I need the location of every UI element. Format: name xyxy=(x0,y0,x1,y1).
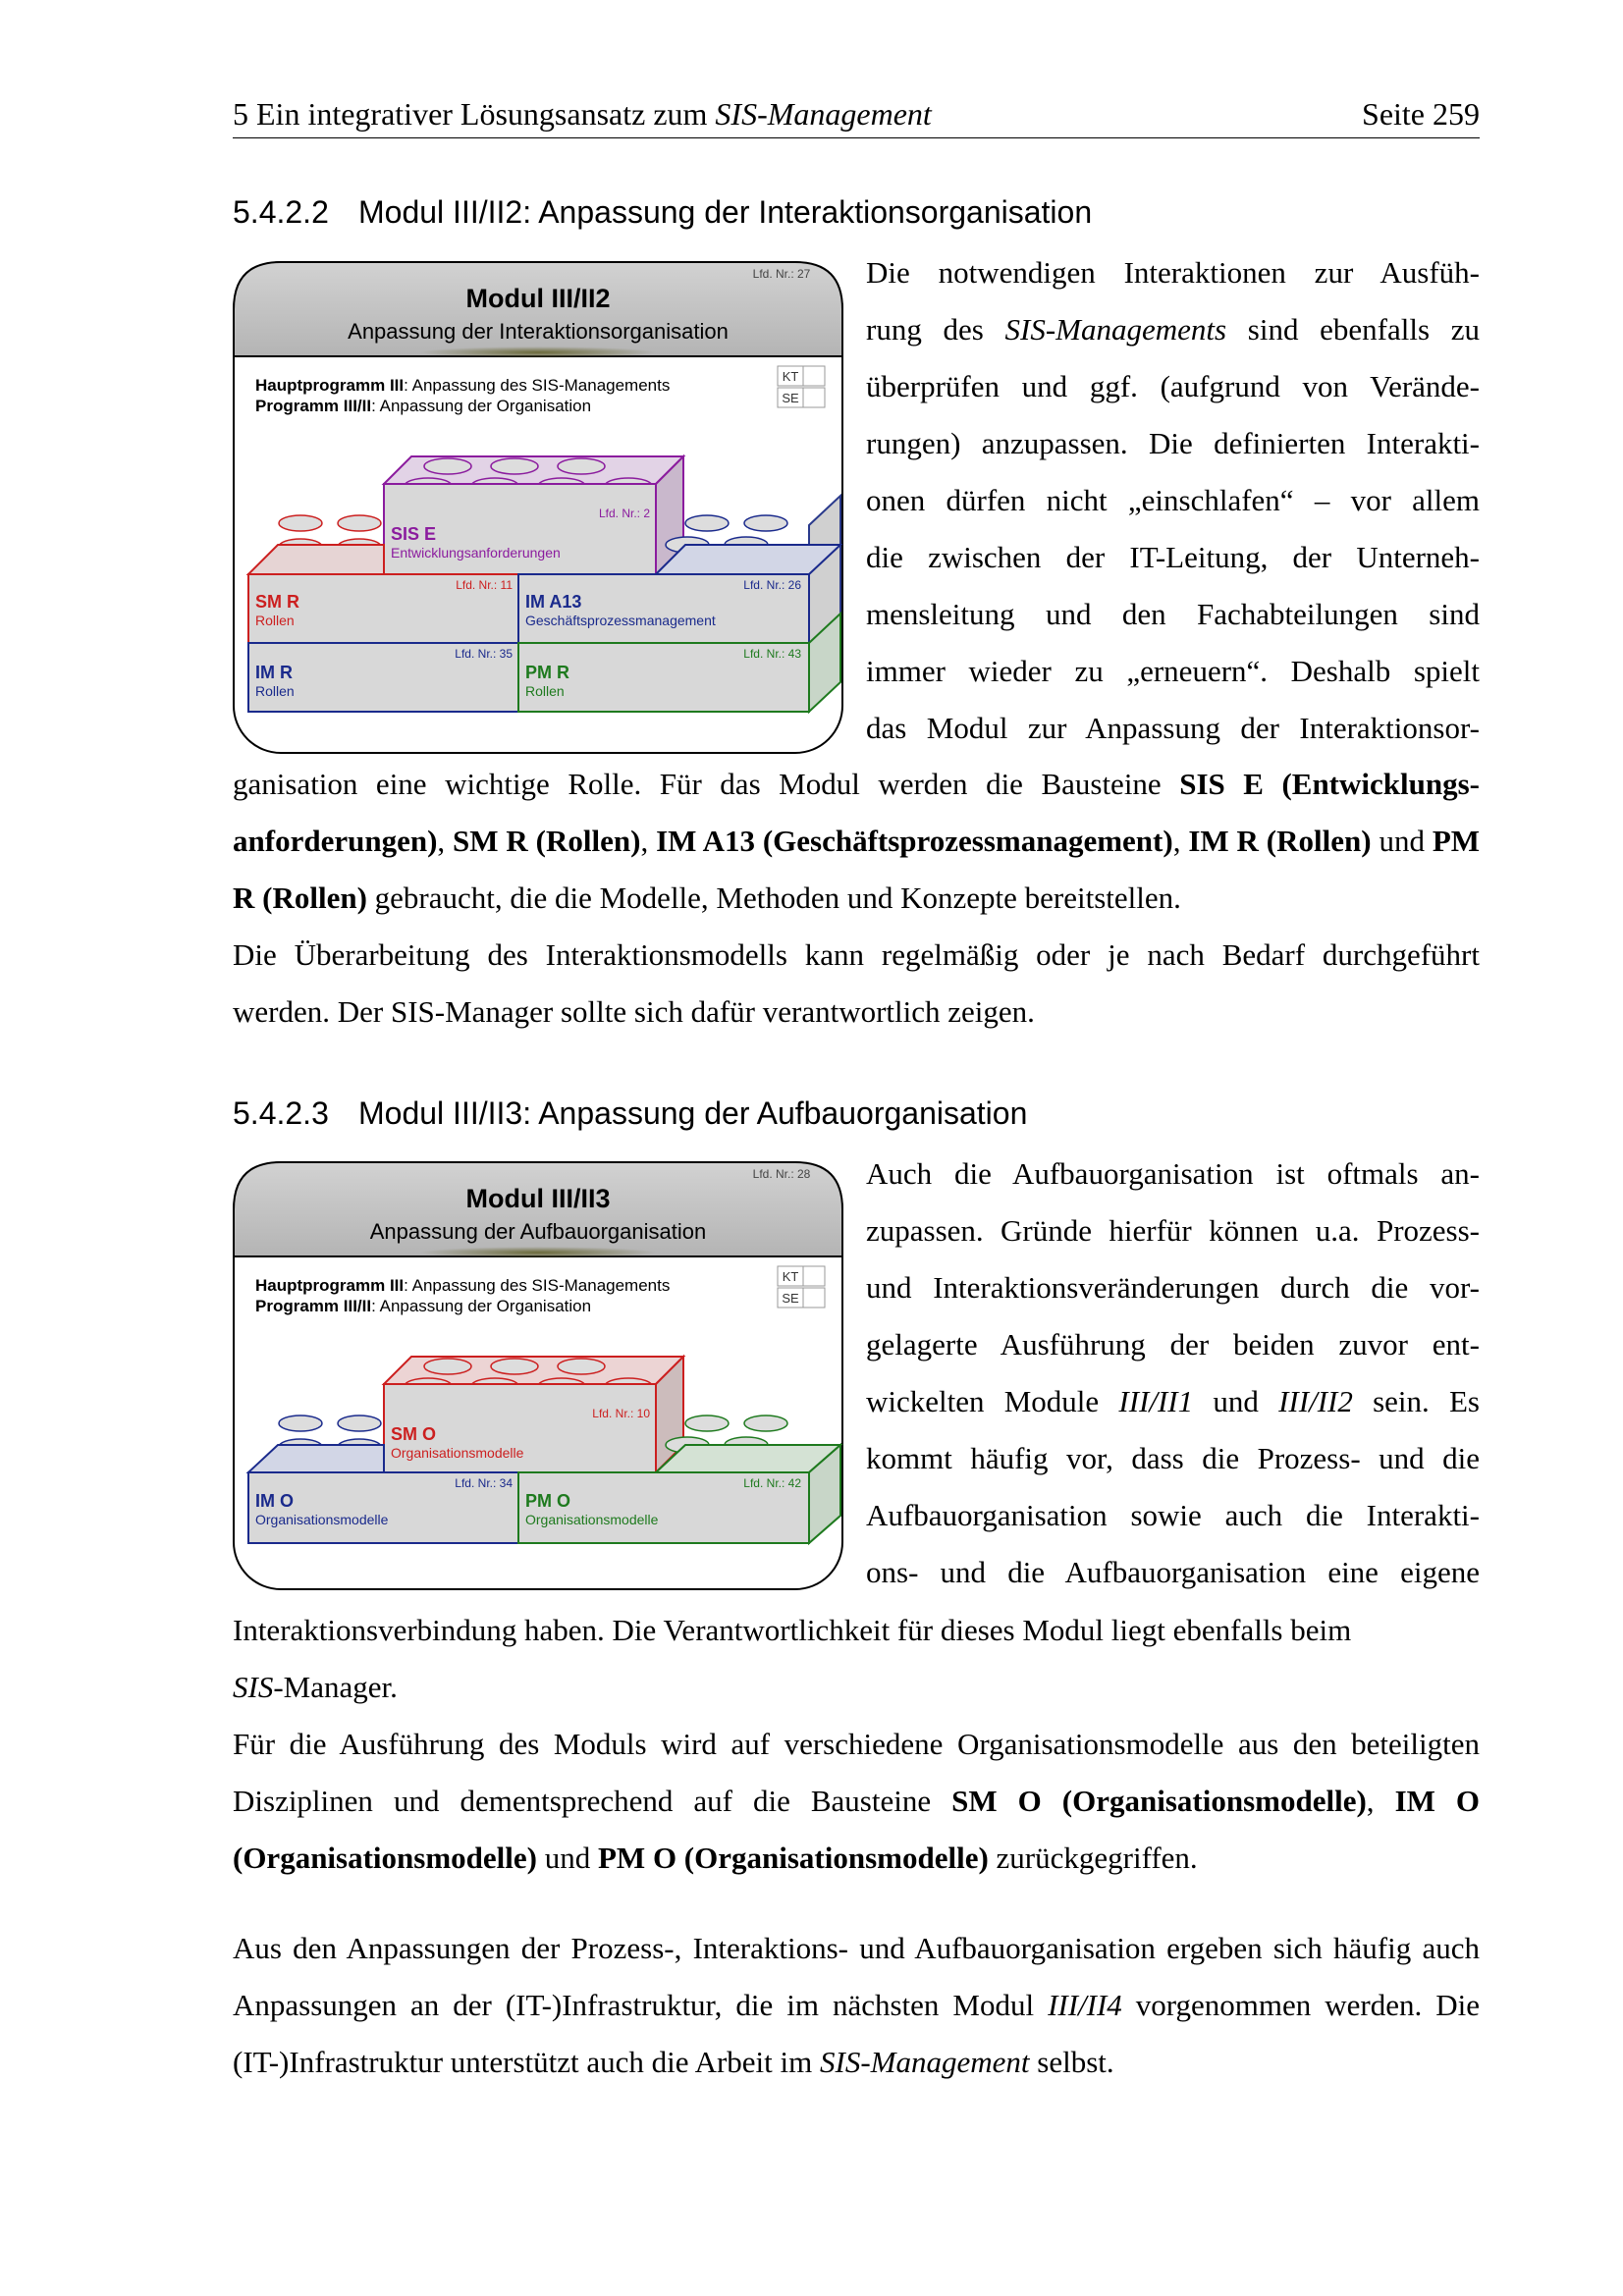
section1-paragraph-1: ganisation eine wichtige Rolle. Für das Modul werden die Bausteine SIS E (Entwicklungs-anforderungen), SM R (Rollen), IM A13 (Geschäftsprozessmanagement), IM R (Rollen) und PM R (Rollen) gebraucht, die die Modelle, Methoden und Konzepte bereitstellen. xyxy=(233,767,1481,915)
block-im-o xyxy=(248,1472,518,1543)
text-line: gelagerte Ausführung der beiden zuvor ent- xyxy=(866,1327,1480,1362)
svg-text:IM R: IM R xyxy=(255,663,293,682)
svg-text:SIS E: SIS E xyxy=(391,524,437,544)
section-heading-1: 5.4.2.2 Modul III/II2: Anpassung der Interaktionsorganisation xyxy=(233,194,1093,230)
svg-text:Geschäftsprozessmanagement: Geschäftsprozessmanagement xyxy=(525,613,716,628)
svg-text:SE: SE xyxy=(782,1291,799,1306)
svg-text:PM R: PM R xyxy=(525,663,569,682)
module-lfd-number: Lfd. Nr.: 27 xyxy=(752,267,811,281)
svg-text:PM O: PM O xyxy=(525,1491,571,1511)
svg-text:Lfd. Nr.: 11: Lfd. Nr.: 11 xyxy=(456,578,513,592)
text-line: ons- und die Aufbauorganisation eine eigene xyxy=(866,1555,1480,1589)
tag-kt xyxy=(778,1266,825,1286)
section1-wrapped-text xyxy=(866,244,1480,757)
text-line: zupassen. Gründe hierfür können u.a. Prozess- xyxy=(866,1213,1480,1248)
svg-text:Lfd. Nr.: 35: Lfd. Nr.: 35 xyxy=(455,647,513,661)
text-line: immer wieder zu „erneuern“. Deshalb spielt xyxy=(866,654,1480,688)
svg-text:Lfd. Nr.: 34: Lfd. Nr.: 34 xyxy=(455,1476,513,1490)
title-shadow xyxy=(420,1247,656,1258)
svg-text:Rollen: Rollen xyxy=(525,683,565,699)
svg-text:SM O: SM O xyxy=(391,1424,437,1444)
module-lfd-number: Lfd. Nr.: 28 xyxy=(752,1167,811,1181)
svg-text:Rollen: Rollen xyxy=(255,683,295,699)
svg-text:Entwicklungsanforderungen: Entwicklungsanforderungen xyxy=(391,545,561,561)
text-line: die zwischen der IT-Leitung, der Unterneh- xyxy=(866,540,1480,574)
module-subtitle: Anpassung der Aufbauorganisation xyxy=(369,1219,707,1244)
tag-se xyxy=(778,1288,825,1308)
section2-paragraph-3: Aus den Anpassungen der Prozess-, Interaktions- und Aufbauorganisation ergeben sich häufig auch Anpassungen an der (IT-)Infrastruktur, die im nächsten Modul III/II4 vorgenommen werden. Die (IT-)Infrastruktur unterstützt auch die Arbeit im SIS-Management selbst. xyxy=(233,1931,1480,2079)
svg-text:Organisationsmodelle: Organisationsmodelle xyxy=(525,1512,659,1527)
svg-text:Rollen: Rollen xyxy=(255,613,295,628)
title-shadow xyxy=(420,347,656,358)
program-line-1: Hauptprogramm III: Anpassung des SIS-Managements xyxy=(255,1276,671,1295)
svg-text:Lfd. Nr.: 26: Lfd. Nr.: 26 xyxy=(743,578,801,592)
text-line: Aufbauorganisation sowie auch die Interakti- xyxy=(866,1498,1480,1532)
page-header xyxy=(233,94,1480,138)
text-line: mensleitung und den Fachabteilungen sind xyxy=(866,597,1480,631)
text-line: und Interaktionsveränderungen durch die vor- xyxy=(866,1270,1480,1305)
text-line: überprüfen und ggf. (aufgrund von Verände- xyxy=(866,369,1480,403)
svg-text:Lfd. Nr.: 43: Lfd. Nr.: 43 xyxy=(743,647,801,661)
module-title: Modul III/II2 xyxy=(465,284,611,313)
svg-text:Organisationsmodelle: Organisationsmodelle xyxy=(255,1512,389,1527)
header-chapter: 5 Ein integrativer Lösungsansatz zum SIS-Management xyxy=(233,96,932,132)
svg-text:SM R: SM R xyxy=(255,592,299,612)
text-line: Die notwendigen Interaktionen zur Ausfüh- xyxy=(866,255,1480,290)
module-diagram-iii-ii2 xyxy=(232,260,845,756)
text-line: kommt häufig vor, dass die Prozess- und die xyxy=(866,1441,1480,1475)
svg-text:Lfd. Nr.: 10: Lfd. Nr.: 10 xyxy=(592,1407,650,1420)
svg-text:Lfd. Nr.: 42: Lfd. Nr.: 42 xyxy=(743,1476,801,1490)
section1-paragraph-2: Die Überarbeitung des Interaktionsmodells kann regelmäßig oder je nach Bedarf durchgeführt werden. Der SIS-Manager sollte sich dafür verantwortlich zeigen. xyxy=(233,937,1480,1029)
text-line: onen dürfen nicht „einschlafen“ – vor allem xyxy=(866,483,1480,517)
module-title: Modul III/II3 xyxy=(465,1184,611,1213)
text-line: rungen) anzupassen. Die definierten Interakti- xyxy=(866,426,1480,460)
svg-text:KT: KT xyxy=(782,369,799,384)
section-heading-2: 5.4.2.3 Modul III/II3: Anpassung der Aufbauorganisation xyxy=(233,1095,1028,1131)
module-diagram-iii-ii3 xyxy=(232,1160,845,1592)
text-line: rung des SIS-Managements sind ebenfalls zu xyxy=(866,312,1480,347)
section2-paragraph-2: Für die Ausführung des Moduls wird auf verschiedene Organisationsmodelle aus den beteiligten Disziplinen und dementsprechend auf die Bausteine SM O (Organisationsmodelle), IM O (Organisationsmodelle) und PM O (Organisationsmodelle) zurückgegriffen. xyxy=(233,1727,1481,1875)
text-line: Auch die Aufbauorganisation ist oftmals an- xyxy=(866,1156,1480,1191)
program-line-2: Programm III/II: Anpassung der Organisation xyxy=(255,397,592,415)
svg-text:Lfd. Nr.: 2: Lfd. Nr.: 2 xyxy=(598,507,650,520)
block-sm-o xyxy=(384,1384,656,1472)
block-im-a13 xyxy=(518,574,809,643)
block-sm-r xyxy=(248,574,518,643)
program-line-1: Hauptprogramm III: Anpassung des SIS-Managements xyxy=(255,376,671,395)
svg-text:SE: SE xyxy=(782,391,799,405)
svg-text:IM A13: IM A13 xyxy=(525,592,582,612)
svg-text:IM O: IM O xyxy=(255,1491,294,1511)
block-im-r xyxy=(248,643,518,712)
section2-wrapped-text xyxy=(866,1146,1480,1601)
header-page-number: Seite 259 xyxy=(1362,96,1480,132)
svg-text:Organisationsmodelle: Organisationsmodelle xyxy=(391,1445,524,1461)
module-subtitle: Anpassung der Interaktionsorganisation xyxy=(348,319,729,344)
program-line-2: Programm III/II: Anpassung der Organisation xyxy=(255,1297,592,1315)
text-line: das Modul zur Anpassung der Interaktionsor- xyxy=(866,711,1480,745)
section2-paragraph-1: Interaktionsverbindung haben. Die Verantwortlichkeit für dieses Modul liegt ebenfalls beim SIS-Manager. xyxy=(233,1613,1352,1704)
svg-text:KT: KT xyxy=(782,1269,799,1284)
tag-kt xyxy=(778,366,825,386)
text-line: wickelten Module III/II1 und III/II2 sein. Es xyxy=(866,1384,1480,1418)
tag-se xyxy=(778,388,825,407)
